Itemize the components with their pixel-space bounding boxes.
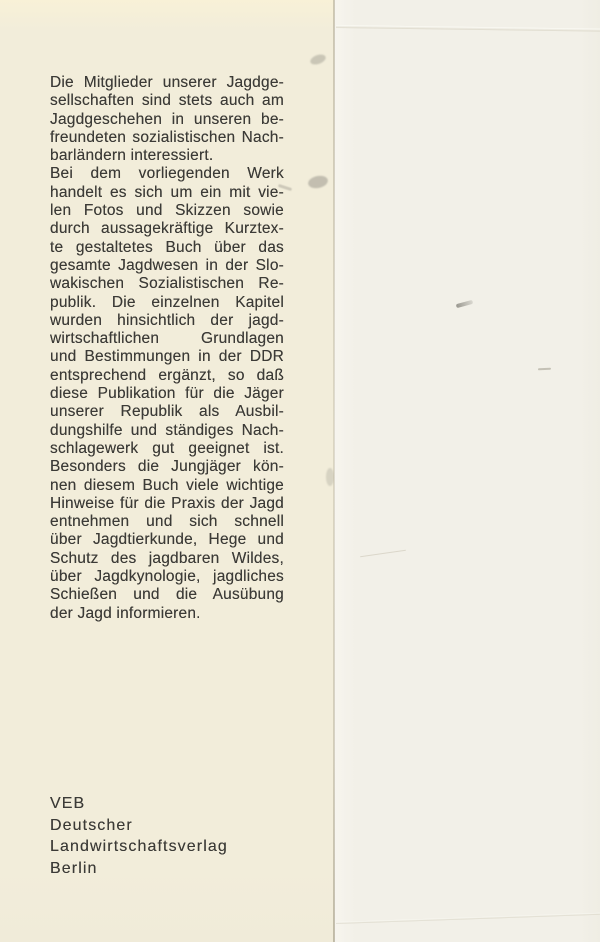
crease-line-top <box>336 25 600 32</box>
book-cover-edge <box>334 0 600 942</box>
blurb-line: unserer Republik als Ausbil- <box>50 403 284 421</box>
blurb-text-block <box>50 74 284 623</box>
blurb-line: Die Mitglieder unserer Jagdge- <box>50 74 284 91</box>
publisher-line: Landwirtschaftsverlag <box>50 838 228 855</box>
blurb-line: und Bestimmungen in der DDR <box>50 348 284 366</box>
blurb-line: nen diesem Buch viele wichtige <box>50 476 284 494</box>
blurb-line: freundeten sozialistischen Nach- <box>50 128 284 146</box>
blurb-line: gesamte Jagdwesen in der Slo- <box>50 256 284 274</box>
blurb-line: handelt es sich um ein mit vie- <box>50 183 284 201</box>
publisher-line: VEB <box>50 795 86 812</box>
smudge-mark <box>307 174 329 190</box>
blurb-line: wirtschaftlichen Grundlagen <box>50 330 284 348</box>
blurb-line: te gestaltetes Buch über das <box>50 238 284 256</box>
blurb-line: Bei dem vorliegenden Werk <box>50 165 284 183</box>
blurb-line: über Jagdtierkunde, Hege und <box>50 531 284 549</box>
blurb-line: der Jagd informieren. <box>50 604 201 622</box>
blurb-line: entsprechend ergänzt, so daß <box>50 366 284 384</box>
blurb-line: entnehmen und sich schnell <box>50 513 284 531</box>
blurb-line: Besonders die Jungjäger kön- <box>50 458 284 476</box>
publisher-imprint <box>50 793 228 879</box>
publisher-line: Deutscher <box>50 816 133 834</box>
blurb-line: barländern interessiert. <box>50 147 214 165</box>
blurb-line: schlagewerk gut geeignet ist. <box>50 439 284 457</box>
blurb-line: sellschaften sind stets auch am <box>50 92 284 110</box>
blurb-line: Schutz des jagdbaren Wildes, <box>50 549 284 567</box>
blurb-line: diese Publikation für die Jäger <box>50 385 284 403</box>
blurb-line: dungshilfe und ständiges Nach- <box>50 421 284 439</box>
blurb-line: über Jagdkynologie, jagdliches <box>50 568 284 586</box>
blurb-line: wakischen Sozialistischen Re- <box>50 275 284 293</box>
blurb-line: Hinweise für die Praxis der Jagd <box>50 494 284 512</box>
blurb-line: Schießen und die Ausübung <box>50 586 284 604</box>
jacket-fold-line <box>333 0 335 942</box>
blurb-line: wurden hinsichtlich der jagd- <box>50 311 284 329</box>
blurb-line: Jagdgeschehen in unseren be- <box>50 110 284 128</box>
publisher-line: Berlin <box>50 859 98 877</box>
blurb-line: publik. Die einzelnen Kapitel <box>50 293 284 311</box>
crease-line-bottom <box>336 913 600 924</box>
blurb-line: durch aussagekräftige Kurztex- <box>50 220 284 238</box>
blurb-line: len Fotos und Skizzen sowie <box>50 202 284 220</box>
smudge-mark <box>309 53 327 67</box>
